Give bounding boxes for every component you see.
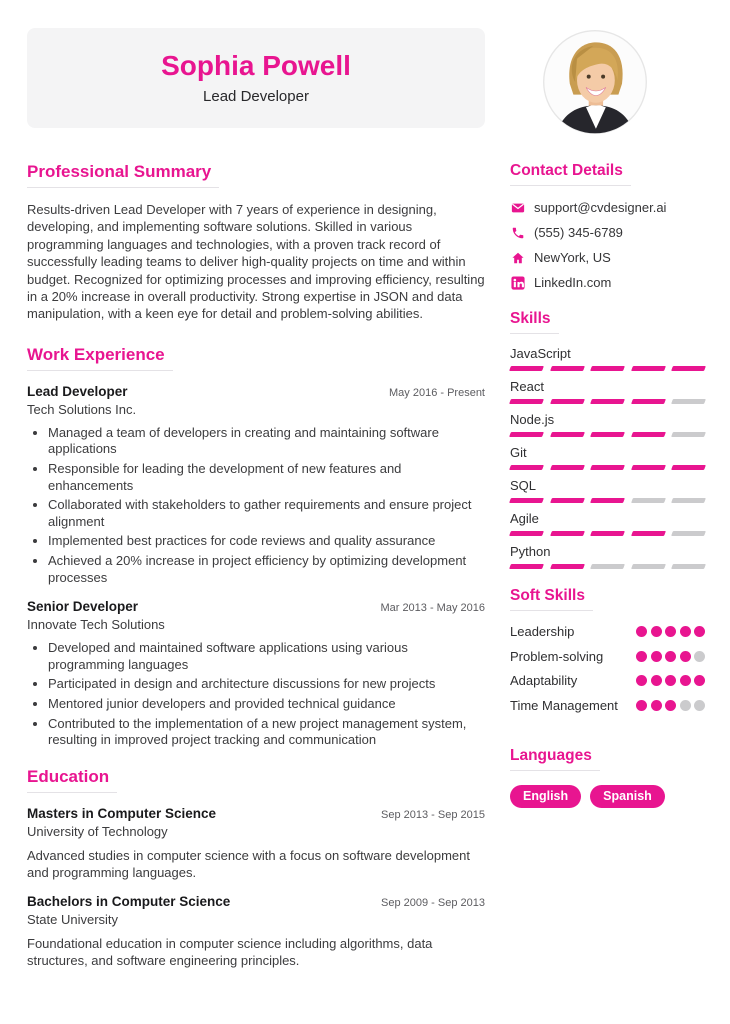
rating-dot bbox=[636, 675, 647, 686]
education-header bbox=[27, 806, 485, 821]
email-icon bbox=[510, 201, 525, 215]
job-bullet: • Developed and maintained software applications using various programming languages bbox=[48, 640, 485, 673]
rating-dot bbox=[651, 700, 662, 711]
skill-level-bar bbox=[510, 366, 705, 371]
skill-bar-segment bbox=[509, 498, 544, 503]
skill-bar-segment bbox=[631, 531, 666, 536]
rating-dot bbox=[636, 651, 647, 662]
education-dates: Sep 2009 - Sep 2013 bbox=[381, 896, 485, 909]
phone-icon bbox=[510, 226, 525, 240]
skill-bar-segment bbox=[631, 366, 666, 371]
job-bullet: • Contributed to the implementation of a new project management system, resulting in improved project tracking and communication bbox=[48, 716, 485, 749]
soft-skill-name: Problem-solving bbox=[510, 648, 604, 664]
skill-row bbox=[510, 445, 705, 470]
skill-bar-segment bbox=[671, 531, 706, 536]
job-title: Lead Developer bbox=[27, 383, 128, 399]
job-dates: Mar 2013 - May 2016 bbox=[380, 602, 485, 615]
job-entry bbox=[27, 384, 485, 586]
skill-name: React bbox=[510, 379, 544, 394]
language-badge: English bbox=[510, 785, 581, 809]
education-description: Foundational education in computer science including algorithms, data structures, and software engineering principles. bbox=[27, 935, 433, 968]
skill-row bbox=[510, 346, 705, 371]
rating-dot bbox=[680, 700, 691, 711]
skill-row bbox=[510, 412, 705, 437]
rating-dot bbox=[665, 626, 676, 637]
soft-skill-row bbox=[510, 624, 705, 639]
experience-heading: Work Experience bbox=[27, 345, 173, 371]
skill-name: Git bbox=[510, 445, 527, 460]
skill-bar-segment bbox=[550, 498, 585, 503]
contact-text: LinkedIn.com bbox=[534, 275, 612, 290]
job-dates: May 2016 - Present bbox=[389, 386, 485, 399]
job-bullet: • Achieved a 20% increase in project efficiency by optimizing development processes bbox=[48, 553, 485, 586]
soft-skill-rating bbox=[636, 700, 705, 711]
job-bullets bbox=[27, 425, 485, 586]
rating-dot bbox=[636, 700, 647, 711]
skill-bar-segment bbox=[550, 531, 585, 536]
job-company: Tech Solutions Inc. bbox=[27, 401, 137, 417]
contact-item bbox=[510, 225, 705, 240]
skill-name: SQL bbox=[510, 478, 537, 493]
job-header bbox=[27, 384, 485, 399]
section-skills bbox=[510, 310, 705, 569]
skill-bar-segment bbox=[590, 564, 625, 569]
skill-bar-segment bbox=[550, 432, 585, 437]
skill-bar-segment bbox=[631, 432, 666, 437]
skill-row bbox=[510, 379, 705, 404]
job-bullet: • Implemented best practices for code reviews and quality assurance bbox=[48, 533, 485, 550]
person-job-title: Lead Developer bbox=[203, 87, 309, 105]
skill-bar-segment bbox=[671, 564, 706, 569]
soft-skill-row bbox=[510, 649, 705, 664]
education-header bbox=[27, 894, 485, 909]
contact-heading: Contact Details bbox=[510, 162, 631, 186]
skill-bar-segment bbox=[590, 465, 625, 470]
rating-dot bbox=[665, 675, 676, 686]
skill-bar-segment bbox=[550, 564, 585, 569]
rating-dot bbox=[680, 651, 691, 662]
skill-bar-segment bbox=[550, 366, 585, 371]
header-name-card bbox=[27, 28, 485, 128]
soft-skill-name: Leadership bbox=[510, 624, 575, 639]
section-languages bbox=[510, 747, 705, 809]
rating-dot bbox=[636, 626, 647, 637]
linkedin-icon bbox=[510, 276, 525, 290]
school-name: University of Technology bbox=[27, 823, 168, 839]
education-description: Advanced studies in computer science with a focus on software development and programming languages. bbox=[27, 847, 470, 880]
skill-bar-segment bbox=[509, 564, 544, 569]
skill-bar-segment bbox=[671, 498, 706, 503]
skill-bar-segment bbox=[509, 399, 544, 404]
skill-bar-segment bbox=[590, 399, 625, 404]
education-dates: Sep 2013 - Sep 2015 bbox=[381, 808, 485, 821]
soft-skill-rating bbox=[636, 626, 705, 637]
rating-dot bbox=[694, 700, 705, 711]
soft-skill-row bbox=[510, 673, 705, 688]
skill-row bbox=[510, 511, 705, 536]
skill-level-bar bbox=[510, 564, 705, 569]
skill-level-bar bbox=[510, 432, 705, 437]
job-bullet: • Mentored junior developers and provided technical guidance bbox=[48, 696, 485, 713]
section-soft-skills bbox=[510, 587, 705, 713]
contact-item bbox=[510, 200, 705, 215]
education-entry bbox=[27, 894, 485, 969]
job-bullet: • Collaborated with stakeholders to gather requirements and ensure project alignment bbox=[48, 497, 485, 530]
rating-dot bbox=[665, 700, 676, 711]
skill-bar-segment bbox=[550, 399, 585, 404]
rating-dot bbox=[694, 651, 705, 662]
person-name: Sophia Powell bbox=[161, 49, 351, 81]
skill-name: Agile bbox=[510, 511, 539, 526]
job-title: Senior Developer bbox=[27, 599, 139, 615]
summary-text: Results-driven Lead Developer with 7 years of experience in designing, developing, and implementing software solutions. Skilled in various programming languages and technologies, with a proven track record of successfully leading teams to deliver high-quality projects on time and within budget. Recognized for optimizing processes and improving efficiency, resulting in a 20% increase in overall productivity. Strong expertise in JSON and data manipulation, with a keen eye for detail and problem-solving abilities. bbox=[27, 202, 485, 322]
contact-text: NewYork, US bbox=[534, 250, 611, 265]
skill-bar-segment bbox=[631, 498, 666, 503]
skill-bar-segment bbox=[671, 432, 706, 437]
skill-bar-segment bbox=[631, 465, 666, 470]
skill-level-bar bbox=[510, 465, 705, 470]
main-column bbox=[27, 162, 485, 969]
rating-dot bbox=[680, 675, 691, 686]
soft-skill-row bbox=[510, 698, 705, 713]
soft-skill-rating bbox=[636, 675, 705, 686]
skill-bar-segment bbox=[509, 366, 544, 371]
skill-level-bar bbox=[510, 531, 705, 536]
skill-bar-segment bbox=[590, 432, 625, 437]
soft-skill-rating bbox=[636, 651, 705, 662]
job-company: Innovate Tech Solutions bbox=[27, 617, 165, 633]
header bbox=[27, 28, 705, 136]
skill-bar-segment bbox=[671, 465, 706, 470]
degree-title: Bachelors in Computer Science bbox=[27, 893, 231, 909]
contact-item bbox=[510, 275, 705, 290]
job-bullet: • Responsible for leading the development of new features and enhancements bbox=[48, 461, 485, 494]
skill-bar-segment bbox=[509, 465, 544, 470]
education-entry bbox=[27, 806, 485, 881]
skill-level-bar bbox=[510, 498, 705, 503]
skill-bar-segment bbox=[590, 531, 625, 536]
rating-dot bbox=[694, 675, 705, 686]
skill-bar-segment bbox=[671, 399, 706, 404]
skills-heading: Skills bbox=[510, 310, 559, 334]
skill-bar-segment bbox=[671, 366, 706, 371]
rating-dot bbox=[651, 675, 662, 686]
language-badge: Spanish bbox=[590, 785, 665, 809]
skill-name: Python bbox=[510, 544, 551, 559]
skill-bar-segment bbox=[631, 564, 666, 569]
skill-bar-segment bbox=[509, 531, 544, 536]
languages-heading: Languages bbox=[510, 747, 600, 771]
contact-text: support@cvdesigner.ai bbox=[534, 200, 667, 215]
job-header bbox=[27, 599, 485, 614]
avatar bbox=[541, 28, 649, 136]
skill-row bbox=[510, 478, 705, 503]
sidebar bbox=[510, 162, 705, 969]
skill-row bbox=[510, 544, 705, 569]
rating-dot bbox=[694, 626, 705, 637]
section-education bbox=[27, 767, 485, 969]
skill-bar-segment bbox=[509, 432, 544, 437]
soft-skills-heading: Soft Skills bbox=[510, 587, 593, 611]
home-icon bbox=[510, 251, 525, 265]
rating-dot bbox=[651, 626, 662, 637]
rating-dot bbox=[680, 626, 691, 637]
section-work-experience bbox=[27, 345, 485, 749]
degree-title: Masters in Computer Science bbox=[27, 805, 217, 821]
section-professional-summary bbox=[27, 162, 485, 323]
soft-skill-name: Time Management bbox=[510, 697, 618, 713]
rating-dot bbox=[651, 651, 662, 662]
job-bullet: • Participated in design and architecture discussions for new projects bbox=[48, 676, 485, 693]
contact-text: (555) 345-6789 bbox=[534, 225, 623, 240]
rating-dot bbox=[665, 651, 676, 662]
education-heading: Education bbox=[27, 767, 117, 793]
summary-heading: Professional Summary bbox=[27, 162, 219, 188]
skill-name: Node.js bbox=[510, 412, 555, 427]
job-bullets bbox=[27, 640, 485, 749]
skill-bar-segment bbox=[590, 498, 625, 503]
skill-bar-segment bbox=[550, 465, 585, 470]
job-bullet: • Managed a team of developers in creating and maintaining software applications bbox=[48, 425, 485, 458]
skill-bar-segment bbox=[631, 399, 666, 404]
contact-item bbox=[510, 250, 705, 265]
skill-level-bar bbox=[510, 399, 705, 404]
school-name: State University bbox=[27, 911, 119, 927]
section-contact-details bbox=[510, 162, 705, 290]
skill-name: JavaScript bbox=[510, 346, 571, 361]
job-entry bbox=[27, 599, 485, 749]
soft-skill-name: Adaptability bbox=[510, 673, 578, 688]
skill-bar-segment bbox=[590, 366, 625, 371]
